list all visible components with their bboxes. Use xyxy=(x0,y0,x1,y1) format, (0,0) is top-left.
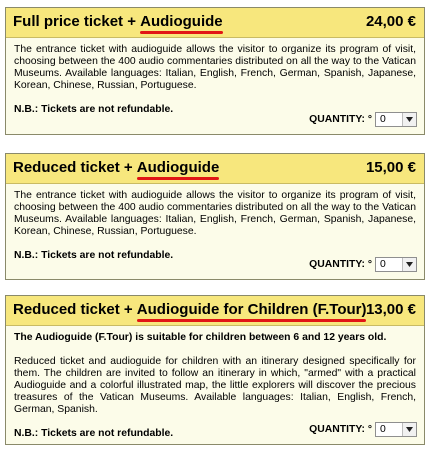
ticket-body xyxy=(6,38,424,116)
chevron-down-icon[interactable] xyxy=(402,423,416,436)
quantity-value: 0 xyxy=(380,114,386,125)
ticket-body xyxy=(6,184,424,262)
ticket-card-children xyxy=(5,295,425,445)
quantity-row xyxy=(309,257,417,272)
quantity-row xyxy=(309,112,417,127)
quantity-row xyxy=(309,422,417,437)
ticket-card-full-price xyxy=(5,7,425,135)
ticket-title-highlight: Audioguide xyxy=(136,159,220,176)
ticket-title-highlight: Audioguide for Children (F.Tour) xyxy=(136,301,367,318)
ticket-header xyxy=(6,296,424,326)
ticket-title: Full price ticket + Audioguide xyxy=(13,13,223,30)
ticket-price: 13,00 € xyxy=(365,301,416,318)
ticket-price: 24,00 € xyxy=(365,13,416,30)
ticket-title: Reduced ticket + Audioguide xyxy=(13,159,220,176)
quantity-label: QUANTITY: ° xyxy=(309,424,372,435)
ticket-header xyxy=(6,154,424,184)
ticket-note: N.B.: Tickets are not refundable. xyxy=(14,104,174,115)
ticket-price: 15,00 € xyxy=(365,159,416,176)
ticket-note: N.B.: Tickets are not refundable. xyxy=(14,428,174,439)
chevron-down-icon[interactable] xyxy=(402,113,416,126)
ticket-card-reduced xyxy=(5,153,425,280)
quantity-select[interactable] xyxy=(375,112,417,127)
ticket-intro: The Audioguide (F.Tour) is suitable for children between 6 and 12 years old. xyxy=(14,332,387,343)
quantity-label: QUANTITY: ° xyxy=(309,114,372,125)
quantity-select[interactable] xyxy=(375,422,417,437)
quantity-value: 0 xyxy=(380,259,386,270)
quantity-select[interactable] xyxy=(375,257,417,272)
ticket-title-highlight: Audioguide xyxy=(140,13,223,30)
ticket-description: Reduced ticket and audioguide for children with an itinerary designed specifically for them. The children are invited to follow an itinerary in which, "armed" with a practical Audioguide and a colorful illustrated map, the little explorers will discover the precious treasures of the Vatican Museums. Available languages: Italian, English, French, German, Spanish. xyxy=(14,356,416,415)
ticket-title: Reduced ticket + Audioguide for Children (F.Tour) xyxy=(13,301,367,318)
ticket-description: The entrance ticket with audioguide allows the visitor to organize its program of visit, choosing between the 400 audio commentaries distributed on all the way to the Vatican Museums. Available languages: Italian, English, French, German, Spanish, Japanese, Korean, Chinese, Russian, Portuguese. xyxy=(14,190,416,237)
quantity-value: 0 xyxy=(380,424,386,435)
ticket-description: The entrance ticket with audioguide allows the visitor to organize its program of visit, choosing between the 400 audio commentaries distributed on all the way to the Vatican Museums. Available languages: Italian, English, French, German, Spanish, Japanese, Korean, Chinese, Russian, Portuguese. xyxy=(14,44,416,91)
quantity-label: QUANTITY: ° xyxy=(309,259,372,270)
ticket-note: N.B.: Tickets are not refundable. xyxy=(14,250,174,261)
chevron-down-icon[interactable] xyxy=(402,258,416,271)
ticket-header xyxy=(6,8,424,38)
